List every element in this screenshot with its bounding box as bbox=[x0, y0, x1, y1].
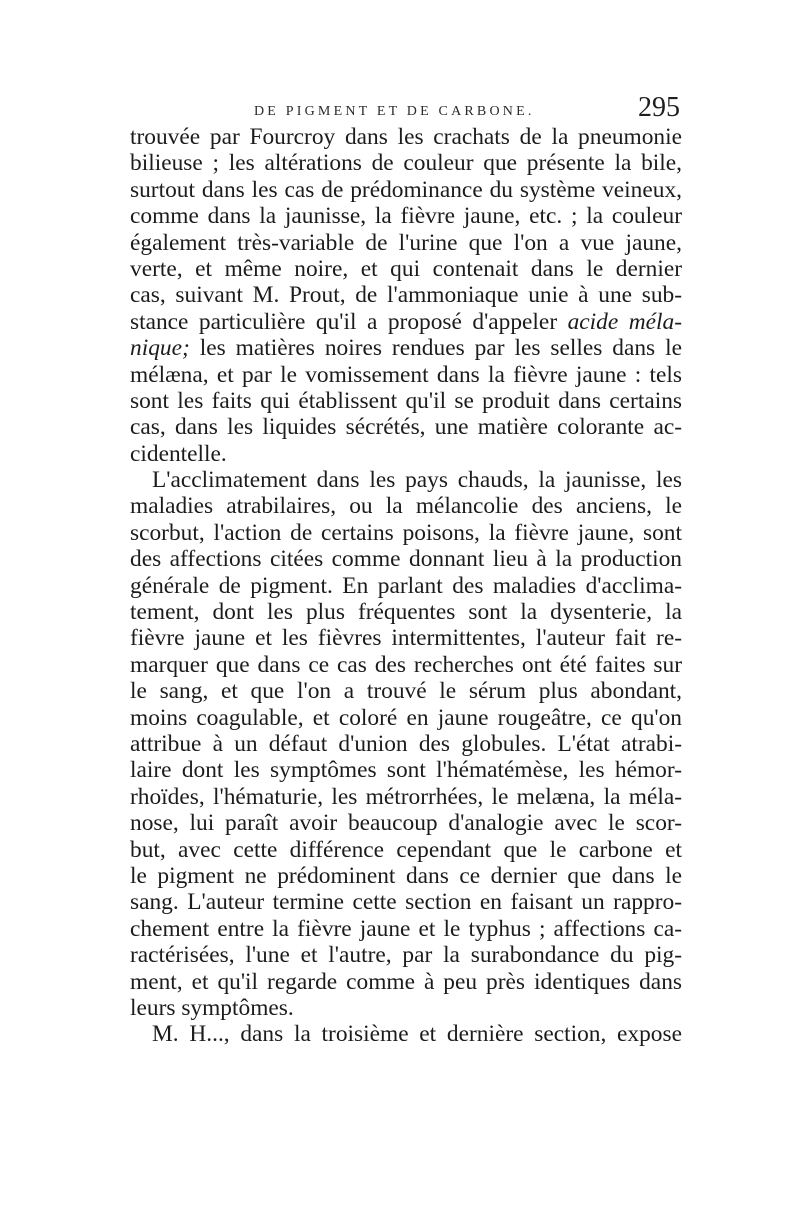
text-fragment: stance particulière qu'il a proposé d'appeler bbox=[130, 308, 558, 335]
text-line: comme dans la jaunisse, la fièvre jaune, etc. ; la couleur bbox=[130, 203, 682, 230]
text-line: maladies atrabilaires, ou la mélancolie des anciens, le bbox=[130, 493, 682, 520]
text-line: attribue à un défaut d'union des globules. L'état atrabi- bbox=[130, 730, 682, 757]
italic-term: nique; bbox=[130, 335, 190, 362]
text-line: tement, dont les plus fréquentes sont la dysenterie, la bbox=[130, 599, 682, 626]
text-line: chement entre la fièvre jaune et le typhus ; affections ca- bbox=[130, 915, 682, 942]
text-line: sang. L'auteur termine cette section en faisant un rappro- bbox=[130, 889, 682, 916]
text-line: bilieuse ; les altérations de couleur que présente la bile, bbox=[130, 150, 682, 177]
italic-term: acide méla- bbox=[567, 308, 682, 335]
text-line: marquer que dans ce cas des recherches ont été faites sur bbox=[130, 651, 682, 678]
text-line: générale de pigment. En parlant des maladies d'acclima- bbox=[130, 572, 682, 599]
text-line: nose, lui paraît avoir beaucoup d'analogie avec le scor- bbox=[130, 810, 682, 837]
paragraph-start: M. H..., dans la troisième et dernière section, expose bbox=[152, 1021, 682, 1048]
text-line: trouvée par Fourcroy dans les crachats de la pneumonie bbox=[130, 124, 682, 150]
text-line bbox=[130, 335, 682, 361]
text-line: le pigment ne prédominent dans ce dernier que dans le bbox=[130, 862, 682, 889]
text-line: ment, et qu'il regarde comme à peu près identiques dans bbox=[130, 968, 682, 995]
paragraph-start: L'acclimatement dans les pays chauds, la jaunisse, les bbox=[152, 467, 682, 494]
text-line: également très-variable de l'urine que l'on a vue jaune, bbox=[130, 229, 682, 256]
text-line: rhoïdes, l'hématurie, les métrorrhées, le melæna, la méla- bbox=[130, 783, 682, 810]
page-number: 295 bbox=[638, 92, 680, 123]
text-line: cidentelle. bbox=[130, 440, 227, 467]
text-line: scorbut, l'action de certains poisons, la fièvre jaune, sont bbox=[130, 519, 682, 546]
text-line bbox=[130, 309, 682, 335]
body-text bbox=[130, 124, 682, 1048]
text-line: fièvre jaune et les fièvres intermittentes, l'auteur fait re- bbox=[130, 625, 682, 652]
text-line: le sang, et que l'on a trouvé le sérum plus abondant, bbox=[130, 678, 682, 705]
text-line: laire dont les symptômes sont l'hématémèse, les hémor- bbox=[130, 757, 682, 784]
text-line: leurs symptômes. bbox=[130, 994, 294, 1021]
text-line: cas, dans les liquides sécrétés, une matière colorante ac- bbox=[130, 414, 682, 441]
text-line: sont les faits qui établissent qu'il se produit dans certains bbox=[130, 387, 682, 414]
text-line: but, avec cette différence cependant que le carbone et bbox=[130, 836, 682, 863]
text-line: verte, et même noire, et qui contenait dans le dernier bbox=[130, 255, 682, 282]
text-line: mélæna, et par le vomissement dans la fièvre jaune : tels bbox=[130, 361, 682, 388]
text-line: moins coagulable, et coloré en jaune rougeâtre, ce qu'on bbox=[130, 704, 682, 731]
text-line: cas, suivant M. Prout, de l'ammoniaque unie à une sub- bbox=[130, 282, 682, 309]
text-line: surtout dans les cas de prédominance du système veineux, bbox=[130, 176, 682, 203]
page-header bbox=[130, 92, 682, 122]
text-fragment: les matières noires rendues par les selles dans le bbox=[189, 335, 682, 362]
text-line: ractérisées, l'une et l'autre, par la surabondance du pig- bbox=[130, 942, 682, 969]
text-line: des affections citées comme donnant lieu à la production bbox=[130, 546, 682, 573]
running-head: DE PIGMENT ET DE CARBONE. bbox=[254, 104, 535, 119]
